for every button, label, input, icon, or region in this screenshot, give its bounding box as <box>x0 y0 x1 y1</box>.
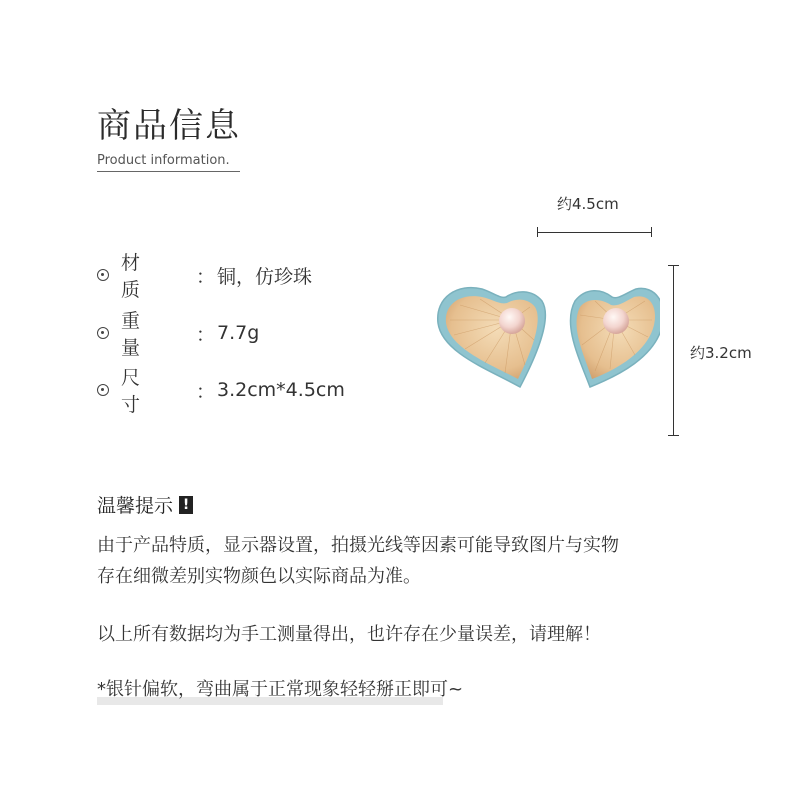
tips-paragraph-line-1: 由于产品特质，显示器设置，拍摄光线等因素可能导致图片与实物 <box>97 535 619 556</box>
bullet-icon <box>97 327 109 339</box>
earrings-product-image <box>430 275 660 395</box>
bullet-icon <box>97 384 109 396</box>
left-earring <box>438 288 546 387</box>
tips-paragraph-line-2: 存在细微差别实物颜色以实际商品为准。 <box>97 566 421 587</box>
spec-value: 铜，仿珍珠 <box>217 265 313 288</box>
spec-label: 材 质 <box>121 252 179 301</box>
width-dimension-line <box>537 232 652 233</box>
page-subtitle: Product information. <box>97 153 230 168</box>
spec-weight: 重 量 ： 7.7g <box>97 306 259 360</box>
warning-icon: ! <box>179 496 193 514</box>
spec-label: 重 量 <box>121 310 179 359</box>
tips-note: *银针偏软，弯曲属于正常现象轻轻掰正即可~ <box>97 679 464 700</box>
page-title: 商品信息 <box>97 106 241 146</box>
tips-title: 温馨提示 ! <box>97 491 193 518</box>
spec-value: 7.7g <box>217 322 260 344</box>
subtitle-underline <box>97 171 240 172</box>
height-dimension-label: 约3.2cm <box>690 344 752 362</box>
left-pearl <box>499 308 525 334</box>
right-earring <box>570 288 660 387</box>
right-pearl <box>603 308 629 334</box>
spec-material: 材 质 ： 铜，仿珍珠 <box>97 248 312 302</box>
tips-paragraph-2: 以上所有数据均为手工测量得出，也许存在少量误差，请理解！ <box>97 624 601 645</box>
bullet-icon <box>97 269 109 281</box>
spec-size: 尺 寸 ： 3.2cm*4.5cm <box>97 363 345 417</box>
spec-label: 尺 寸 <box>121 367 179 416</box>
spec-value: 3.2cm*4.5cm <box>217 379 345 401</box>
width-dimension-label: 约4.5cm <box>557 195 619 213</box>
height-dimension-line <box>673 265 674 436</box>
